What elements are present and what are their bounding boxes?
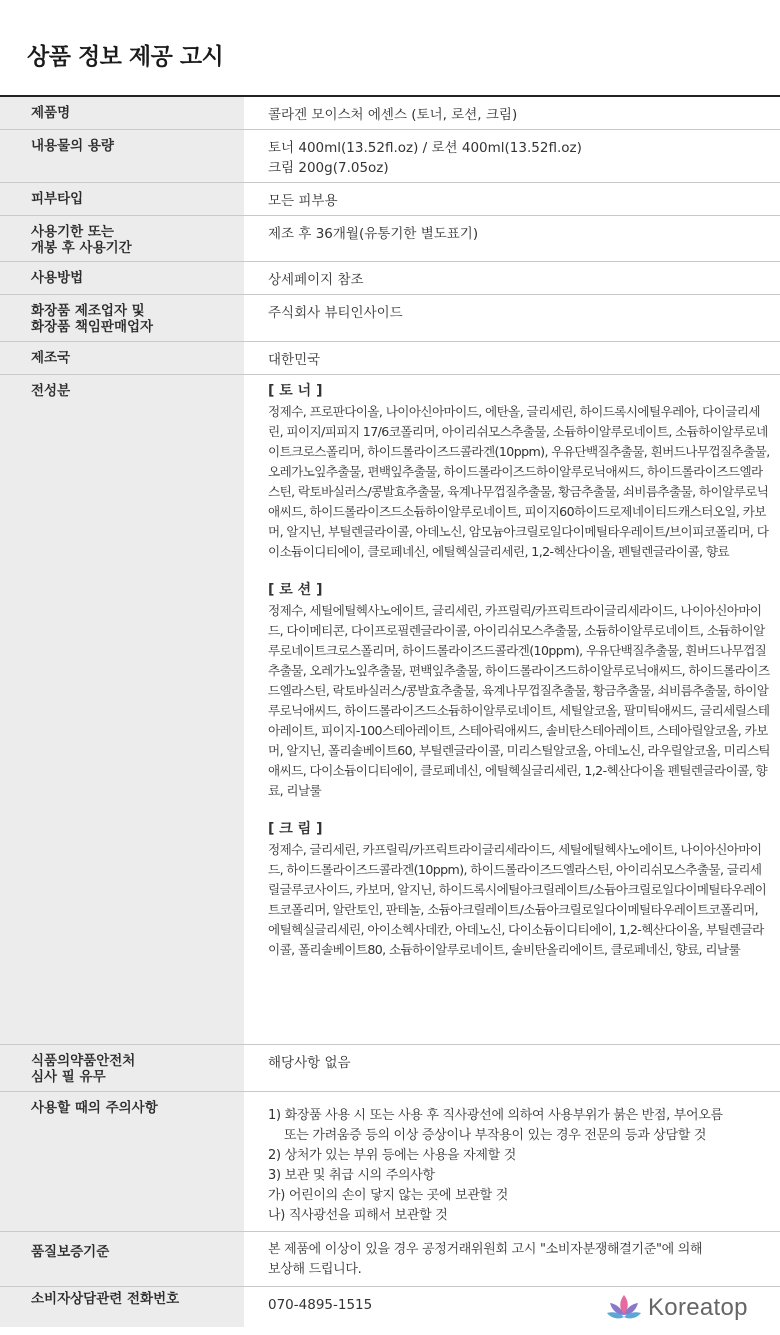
koreatop-logo: [606, 1293, 748, 1323]
row-product-name: [0, 96, 780, 130]
row-skin-type: [0, 183, 780, 216]
row-country: [0, 342, 780, 375]
row-ingredients: [0, 375, 780, 1045]
ingredients-toner: [268, 381, 772, 562]
caution-item-3b: 나) 직사광선을 피해서 보관할 것: [268, 1208, 448, 1223]
page-title: 상품 정보 제공 고시: [27, 44, 224, 70]
row-quality: [0, 1232, 780, 1287]
value-quality: 본 제품에 이상이 있을 경우 공정거래위원회 고시 "소비자분쟁해결기준"에 의해 보상해 드립니다.: [268, 1242, 703, 1277]
label-country: 제조국: [0, 342, 244, 375]
label-ingredients: 전성분: [0, 375, 244, 1045]
lotus-icon: [606, 1293, 642, 1323]
label-skin-type: 피부타입: [0, 183, 244, 216]
ingredients-lotion: [268, 580, 772, 801]
value-manufacturer: 주식회사 뷰티인사이드: [268, 305, 403, 321]
row-mfds-review: [0, 1045, 780, 1092]
caution-item-3a: 가) 어린이의 손이 닿지 않는 곳에 보관할 것: [268, 1188, 508, 1203]
value-ingredients: [244, 375, 780, 1045]
value-expiry: 제조 후 36개월(유통기한 별도표기): [268, 226, 479, 242]
row-manufacturer: [0, 295, 780, 342]
label-phone: 소비자상담관련 전화번호: [0, 1287, 244, 1327]
label-expiry: 사용기한 또는 개봉 후 사용기간: [0, 216, 244, 262]
row-volume: [0, 130, 780, 183]
caution-item-3: 3) 보관 및 취급 시의 주의사항: [268, 1168, 435, 1183]
caution-item-2: 2) 상처가 있는 부위 등에는 사용을 자제할 것: [268, 1148, 516, 1163]
logo-text: Koreatop: [648, 1294, 748, 1321]
label-quality: 품질보증기준: [0, 1232, 244, 1287]
label-usage: 사용방법: [0, 262, 244, 295]
row-expiry: [0, 216, 780, 262]
ingredients-cream-heading: [ 크 림 ]: [268, 821, 323, 837]
ingredients-lotion-text: 정제수, 세틸에틸헥사노에이트, 글리세린, 카프릴릭/카프릭트라이글리세라이드, 나이아신아마이드, 다이메티콘, 다이프로필렌글라이콜, 아이리쉬모스추출물, 소듐하이알루로네이트, 소듐하이알루로네이트크로스폴리머, 하이드롤라이즈드콜라겐(10ppm), 우유단백질추출물, 흰버드나무껍질추출물, 오레가노잎추출물, 편백잎추출물, 하이드롤라이즈드하이알루로닉애씨드, 하이드롤라이즈드엘라스틴, 락토바실러스/콩발효추출물, 육계나무껍질추출물, 황금추출물, 쇠비름추출물, 하이알루로닉애씨드, 하이드롤라이즈드소듐하이알루로네이트, 세틸알코올, 팔미틱애씨드, 글리세릴스테아레이트, 피이지-100스테아레이트, 스테아릭애씨드, 솔비탄스테아레이트, 스테아릴알코올, 카보머, 알지닌, 폴리솔베이트60, 부틸렌글라이콜, 미리스틸알코올, 아데노신, 라우릴알코올, 미리스틱애씨드, 다이소듐이디티에이, 클로페네신, 에틸헥실글리세린, 1,2-헥산다이올 펜틸렌글라이콜, 향료, 리날룰: [268, 603, 770, 798]
label-cautions: 사용할 때의 주의사항: [0, 1092, 244, 1232]
label-mfds-review: 식품의약품안전처 심사 필 유무: [0, 1045, 244, 1092]
ingredients-cream-text: 정제수, 글리세린, 카프릴릭/카프릭트라이글리세라이드, 세틸에틸헥사노에이트, 나이아신아마이드, 하이드롤라이즈드콜라겐(10ppm), 하이드롤라이즈드엘라스틴, 아이리쉬모스추출물, 글리세릴글루코사이드, 카보머, 알지닌, 하이드록시에틸아크릴레이트/소듐아크릴로일다이메틸타우레이트코폴리머, 알란토인, 판테놀, 소듐아크릴레이트/소듐아크릴로일다이메틸타우레이트코폴리머, 에틸헥실글리세린, 아이소헥사데칸, 아데노신, 다이소듐이디티에이, 1,2-헥산다이올, 부틸렌글라이콜, 폴리솔베이트80, 소듐하이알루로네이트, 솔비탄올리에이트, 클로페네신, 향료, 리날룰: [268, 842, 767, 957]
value-phone: 070-4895-1515: [268, 1297, 373, 1313]
value-cautions: [244, 1092, 780, 1232]
value-skin-type: 모든 피부용: [268, 193, 338, 209]
caution-item-1: 1) 화장품 사용 시 또는 사용 후 직사광선에 의하여 사용부위가 붉은 반점, 부어오름: [268, 1108, 723, 1123]
ingredients-toner-text: 정제수, 프로판다이올, 나이아신아마이드, 에탄올, 글리세린, 하이드록시에틸우레아, 다이글리세린, 피이지/피피지 17/6코폴리머, 아이리쉬모스추출물, 소듐하이알루로네이트, 소듐하이알루로네이트크로스폴리머, 하이드롤라이즈드콜라겐(10ppm), 우유단백질추출물, 흰버드나무껍질추출물, 오레가노잎추출물, 편백잎추출물, 하이드롤라이즈드하이알루로닉애씨드, 하이드롤라이즈드엘라스틴, 락토바실러스/콩발효추출물, 육계나무껍질추출물, 황금추출물, 쇠비름추출물, 하이알루로닉애씨드, 하이드롤라이즈드소듐하이알루로네이트, 피이지60하이드로제네이티드캐스터오일, 카보머, 알지닌, 부틸렌글라이콜, 아데노신, 암모늄아크릴로일다이메틸타우레이트/브이피코폴리머, 다이소듐이디티에이, 클로페네신, 에틸헥실글리세린, 1,2-헥산다이올, 펜틸렌글라이콜, 향료: [268, 404, 770, 559]
product-info-table: [0, 95, 780, 1327]
row-cautions: [0, 1092, 780, 1232]
row-usage: [0, 262, 780, 295]
label-product-name: 제품명: [0, 96, 244, 130]
caution-item-1-cont: 또는 가려움증 등의 이상 증상이나 부작용이 있는 경우 전문의 등과 상담할 것: [284, 1128, 707, 1143]
label-manufacturer: 화장품 제조업자 및 화장품 책임판매업자: [0, 295, 244, 342]
value-usage: 상세페이지 참조: [268, 272, 364, 288]
value-country: 대한민국: [268, 352, 321, 368]
ingredients-cream: [268, 819, 772, 960]
ingredients-lotion-heading: [ 로 션 ]: [268, 582, 323, 598]
label-volume: 내용물의 용량: [0, 130, 244, 183]
value-volume: 토너 400ml(13.52fl.oz) / 로션 400ml(13.52fl.oz) 크림 200g(7.05oz): [268, 140, 582, 176]
value-mfds-review: 해당사항 없음: [268, 1055, 351, 1071]
ingredients-toner-heading: [ 토 너 ]: [268, 383, 323, 399]
value-product-name: 콜라겐 모이스처 에센스 (토너, 로션, 크림): [268, 107, 518, 123]
